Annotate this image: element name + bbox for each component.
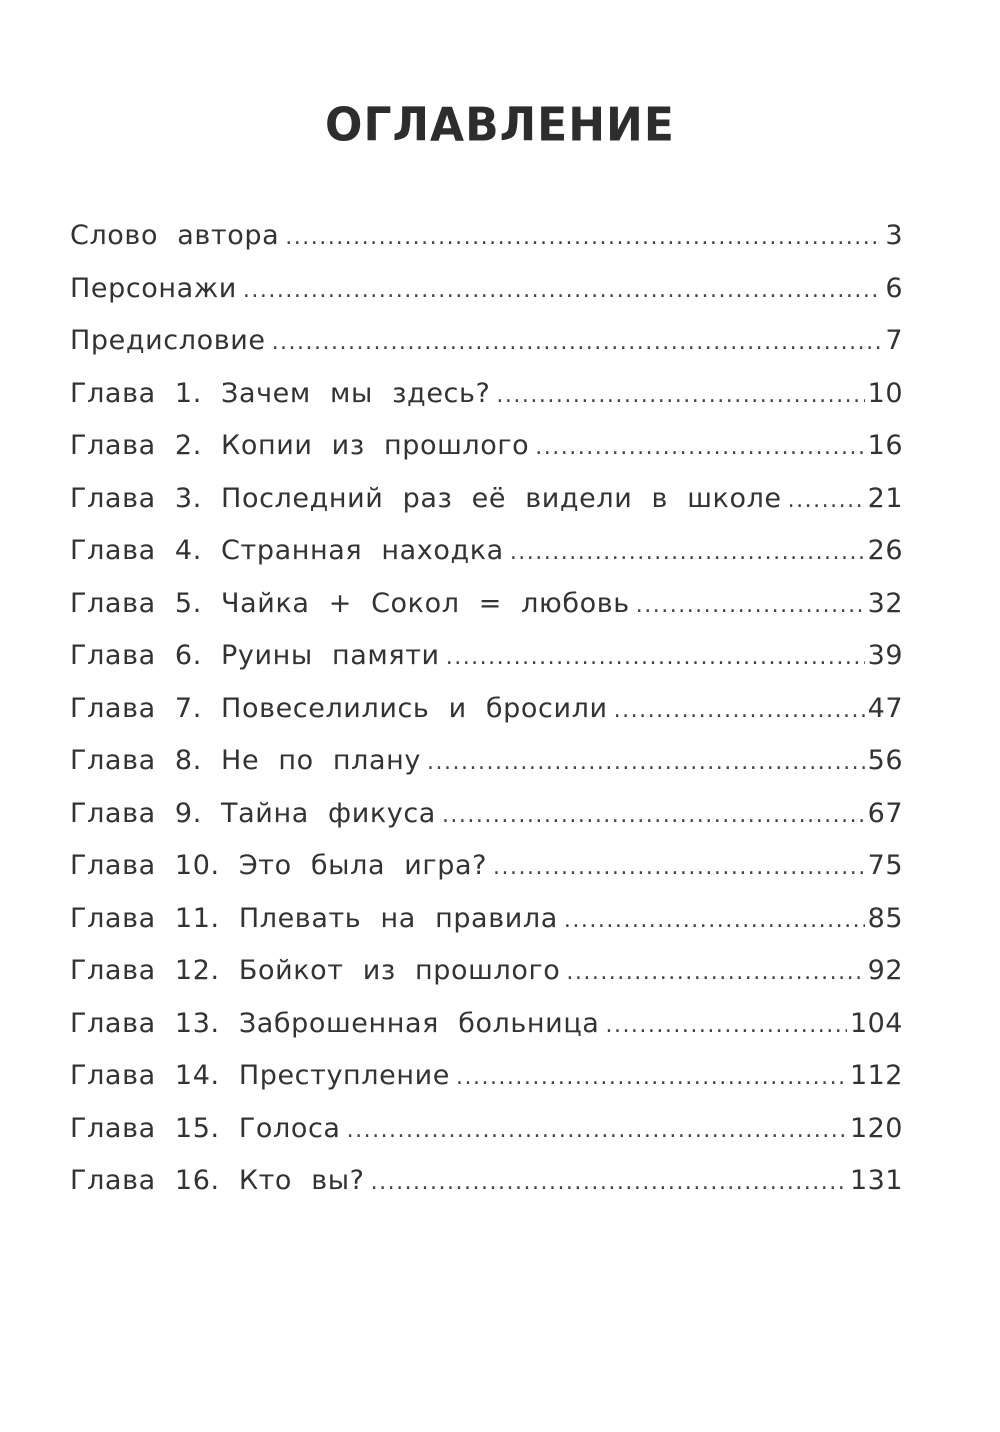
toc-entry	[70, 210, 903, 263]
toc-entry	[70, 368, 903, 421]
toc-entry	[70, 945, 903, 998]
toc-entry-label: Слово автора	[70, 220, 280, 251]
dot-leader	[427, 737, 865, 790]
dot-leader	[456, 1052, 847, 1105]
toc-entry-page: 16	[867, 430, 903, 461]
toc-entry-label: Глава 13. Заброшенная больница	[70, 1007, 600, 1039]
dot-leader	[347, 1105, 847, 1158]
dot-leader	[442, 790, 865, 843]
toc-entry	[70, 1103, 903, 1156]
toc-entry-label: Глава 9. Тайна фикуса	[70, 797, 436, 829]
toc-entry-page: 131	[849, 1165, 903, 1196]
toc-entry-page: 10	[867, 377, 903, 409]
toc-entry-label: Глава 11. Плевать на правила	[70, 902, 558, 934]
dot-leader	[371, 1157, 847, 1210]
dot-leader	[243, 265, 882, 318]
toc-entry-label: Глава 16. Кто вы?	[70, 1165, 365, 1196]
toc-entry	[70, 735, 903, 788]
toc-entry	[70, 315, 903, 368]
toc-entry-label: Глава 5. Чайка + Сокол = любовь	[70, 587, 630, 619]
toc-entry	[70, 263, 903, 316]
toc-entry-label: Глава 1. Зачем мы здесь?	[70, 377, 491, 409]
toc-entry	[70, 683, 903, 736]
dot-leader	[605, 1000, 847, 1053]
toc-entry-label: Глава 7. Повеселились и бросили	[70, 692, 608, 724]
toc-entry-page: 21	[867, 482, 903, 514]
toc-entry-label: Глава 10. Это была игра?	[70, 850, 488, 881]
toc-entry	[70, 420, 903, 473]
toc-entry	[70, 893, 903, 946]
dot-leader	[272, 317, 883, 370]
toc-entry-page: 39	[867, 640, 903, 671]
dot-leader	[564, 895, 865, 948]
toc-entry-page: 47	[867, 692, 903, 724]
toc-entry-label: Глава 8. Не по плану	[70, 745, 421, 776]
toc-entry	[70, 788, 903, 841]
toc-entry-page: 104	[849, 1007, 903, 1039]
toc-entry-page: 112	[849, 1060, 903, 1091]
toc-entry	[70, 1155, 903, 1208]
toc-entry	[70, 840, 903, 893]
dot-leader	[614, 685, 865, 738]
dot-leader	[493, 842, 865, 895]
dot-leader	[496, 370, 864, 423]
toc-entry-label: Глава 6. Руины памяти	[70, 640, 440, 671]
toc-entry	[70, 473, 903, 526]
toc-entry-page: 7	[885, 325, 903, 356]
toc-entry	[70, 630, 903, 683]
toc-entry-label: Глава 15. Голоса	[70, 1112, 341, 1144]
toc-entry-page: 120	[849, 1112, 903, 1144]
toc-entry-label: Глава 2. Копии из прошлого	[70, 430, 530, 461]
dot-leader	[566, 947, 864, 1000]
page-title: ОГЛАВЛЕНИЕ	[325, 98, 675, 153]
toc-entry-page: 56	[867, 745, 903, 776]
toc-entry	[70, 578, 903, 631]
toc-entry	[70, 525, 903, 578]
toc-entry-page: 85	[867, 902, 903, 934]
toc-entry-label: Глава 4. Странная находка	[70, 535, 504, 566]
dot-leader	[788, 475, 865, 528]
toc-entry-page: 75	[867, 850, 903, 881]
toc-entry-label: Глава 14. Преступление	[70, 1060, 450, 1091]
toc-entry-page: 92	[867, 955, 903, 986]
toc-entry-label: Предисловие	[70, 325, 266, 356]
toc-entry-page: 3	[885, 220, 903, 251]
toc-entry-page: 67	[867, 797, 903, 829]
toc-entry-label: Глава 3. Последний раз её видели в школе	[70, 482, 782, 514]
toc-entry-page: 26	[867, 535, 903, 566]
toc-entry	[70, 998, 903, 1051]
dot-leader	[510, 527, 865, 580]
dot-leader	[285, 212, 882, 265]
toc-entry	[70, 1050, 903, 1103]
toc-entry-page: 32	[867, 587, 903, 619]
toc-entry-label: Персонажи	[70, 272, 237, 304]
dot-leader	[535, 422, 864, 475]
table-of-contents	[70, 210, 903, 1208]
dot-leader	[446, 632, 865, 685]
toc-entry-label: Глава 12. Бойкот из прошлого	[70, 955, 561, 986]
dot-leader	[636, 580, 865, 633]
toc-entry-page: 6	[885, 272, 903, 304]
